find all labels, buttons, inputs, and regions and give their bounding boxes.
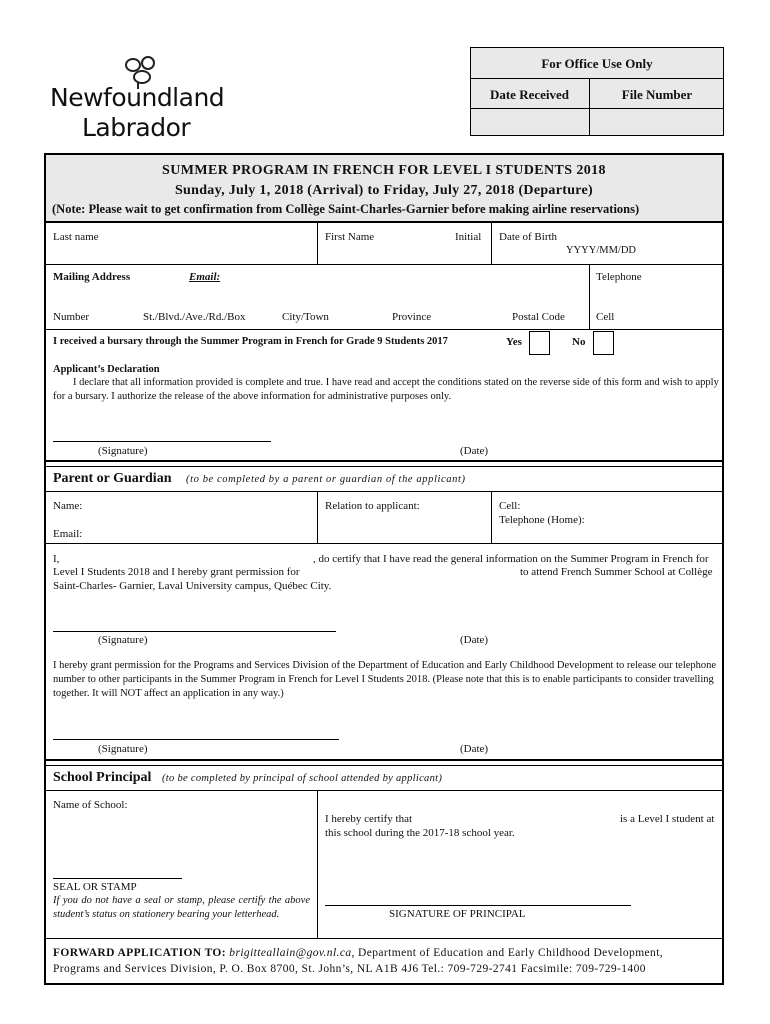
applicant-signature-label: (Signature)	[98, 445, 148, 457]
no-checkbox[interactable]	[593, 331, 614, 355]
seal-note: If you do not have a seal or stamp, please certify the above student’s status on stationery bearing your letterhead.	[53, 895, 310, 920]
certify-line3: Saint-Charles- Garnier, Laval University campus, Québec City.	[53, 580, 332, 592]
parent-section-subtitle: (to be completed by a parent or guardian of the applicant)	[186, 474, 466, 485]
school-name-label: Name of School:	[53, 799, 128, 811]
footer-email-link[interactable]: brigitteallain@gov.nl.ca	[229, 947, 352, 959]
no-label: No	[572, 336, 586, 348]
office-use-title: For Office Use Only	[541, 56, 653, 71]
certify-line1: , do certify that I have read the general information on the Summer Program in French for	[313, 553, 709, 565]
logo	[50, 55, 230, 150]
mailing-address-label: Mailing Address	[53, 271, 131, 283]
number-label: Number	[53, 311, 90, 323]
city-label: City/Town	[282, 311, 329, 323]
relation-field[interactable]	[318, 492, 491, 543]
parent-signature-line[interactable]	[53, 631, 336, 632]
applicant-date-label: (Date)	[460, 445, 489, 457]
footer-label: FORWARD APPLICATION TO:	[53, 947, 227, 959]
bursary-question: I received a bursary through the Summer Program in French for Grade 9 Students 2017	[53, 336, 448, 347]
certify-line2: Level I Students 2018 and I hereby grant permission for	[53, 566, 300, 578]
declaration-title: Applicant’s Declaration	[53, 364, 160, 375]
parent-date-label: (Date)	[460, 634, 489, 646]
principal-section-subtitle: (to be completed by principal of school attended by applicant)	[162, 773, 443, 784]
seal-line	[53, 878, 182, 879]
school-name-field[interactable]	[46, 791, 317, 871]
form-title: SUMMER PROGRAM IN FRENCH FOR LEVEL I STUDENTS 2018	[162, 163, 606, 178]
parent-signature-line-2[interactable]	[53, 739, 339, 740]
first-name-label: First Name	[325, 231, 375, 243]
postal-code-label: Postal Code	[512, 311, 565, 323]
cell-label: Cell	[596, 311, 615, 323]
street-label: St./Blvd./Ave./Rd./Box	[143, 311, 246, 323]
logo-line1: Newfoundland	[50, 83, 225, 112]
parent-tel-home-label: Telephone (Home):	[499, 514, 585, 526]
last-name-label: Last name	[53, 231, 99, 243]
province-label: Province	[392, 311, 432, 323]
last-name-field[interactable]	[46, 223, 317, 264]
date-received-label: Date Received	[489, 87, 570, 102]
email-label: Email:	[189, 271, 221, 283]
principal-certify-c: this school during the 2017-18 school year.	[325, 827, 515, 839]
parent-date2-label: (Date)	[460, 743, 489, 755]
parent-email-label: Email:	[53, 528, 83, 540]
mailing-address-field[interactable]	[46, 265, 589, 329]
telephone-field[interactable]	[590, 265, 722, 329]
form-dates: Sunday, July 1, 2018 (Arrival) to Friday, July 27, 2018 (Departure)	[174, 183, 594, 198]
principal-signature-label: SIGNATURE OF PRINCIPAL	[389, 908, 526, 920]
dob-label: Date of Birth	[499, 231, 558, 243]
parent-name-field[interactable]	[46, 492, 317, 543]
principal-certify-b: is a Level I student at	[620, 813, 715, 825]
parent-phone-field[interactable]	[492, 492, 722, 543]
principal-section-title: School Principal	[53, 770, 152, 785]
file-number-label: File Number	[621, 87, 693, 102]
dob-format: YYYY/MM/DD	[566, 245, 637, 256]
seal-label: SEAL OR STAMP	[53, 881, 137, 893]
principal-certify-a: I hereby certify that	[325, 813, 413, 825]
yes-label: Yes	[506, 336, 522, 348]
parent-signature-label: (Signature)	[98, 634, 148, 646]
certify-i: I,	[53, 553, 60, 565]
parent-signature2-label: (Signature)	[98, 743, 148, 755]
telephone-label: Telephone	[596, 271, 642, 283]
form-note: (Note: Please wait to get confirmation from Collège Saint-Charles-Garnier before making airline reservations)	[52, 202, 640, 216]
yes-checkbox[interactable]	[529, 331, 550, 355]
footer-line2: Programs and Services Division, P. O. Box 8700, St. John’s, NL A1B 4J6 Tel.: 709-729-2741 Facsimile: 709-729-1400	[53, 963, 646, 975]
parent-section-title: Parent or Guardian	[53, 471, 172, 486]
first-name-field[interactable]	[318, 223, 491, 264]
relation-label: Relation to applicant:	[325, 500, 420, 512]
declaration-text: I declare that all information provided is complete and true. I have read and accept the conditions stated on the reverse side of this form and wish to apply for a bursary. I authorize the release of the above information for administrative purposes only.	[53, 377, 719, 402]
dob-field[interactable]	[492, 223, 722, 264]
logo-line2: Labrador	[82, 113, 191, 142]
permission-text: I hereby grant permission for the Programs and Services Division of the Department of Education and Early Childhood Development to release our telephone number to other participants in the Summer Program in French for Level I Students 2018. (Please note that this is to enable participants to consider travelling together. It will NOT affect an application in any way.)	[53, 660, 717, 699]
principal-signature-line[interactable]	[325, 905, 631, 906]
parent-name-label: Name:	[53, 500, 83, 512]
footer-line1-rest: , Department of Education and Early Childhood Development,	[351, 947, 664, 959]
applicant-signature-line[interactable]	[53, 441, 271, 442]
footer-line1	[53, 947, 663, 959]
parent-cell-label: Cell:	[499, 500, 521, 512]
certify-line2b: to attend French Summer School at Collège	[520, 566, 713, 578]
initial-label: Initial	[455, 231, 482, 243]
